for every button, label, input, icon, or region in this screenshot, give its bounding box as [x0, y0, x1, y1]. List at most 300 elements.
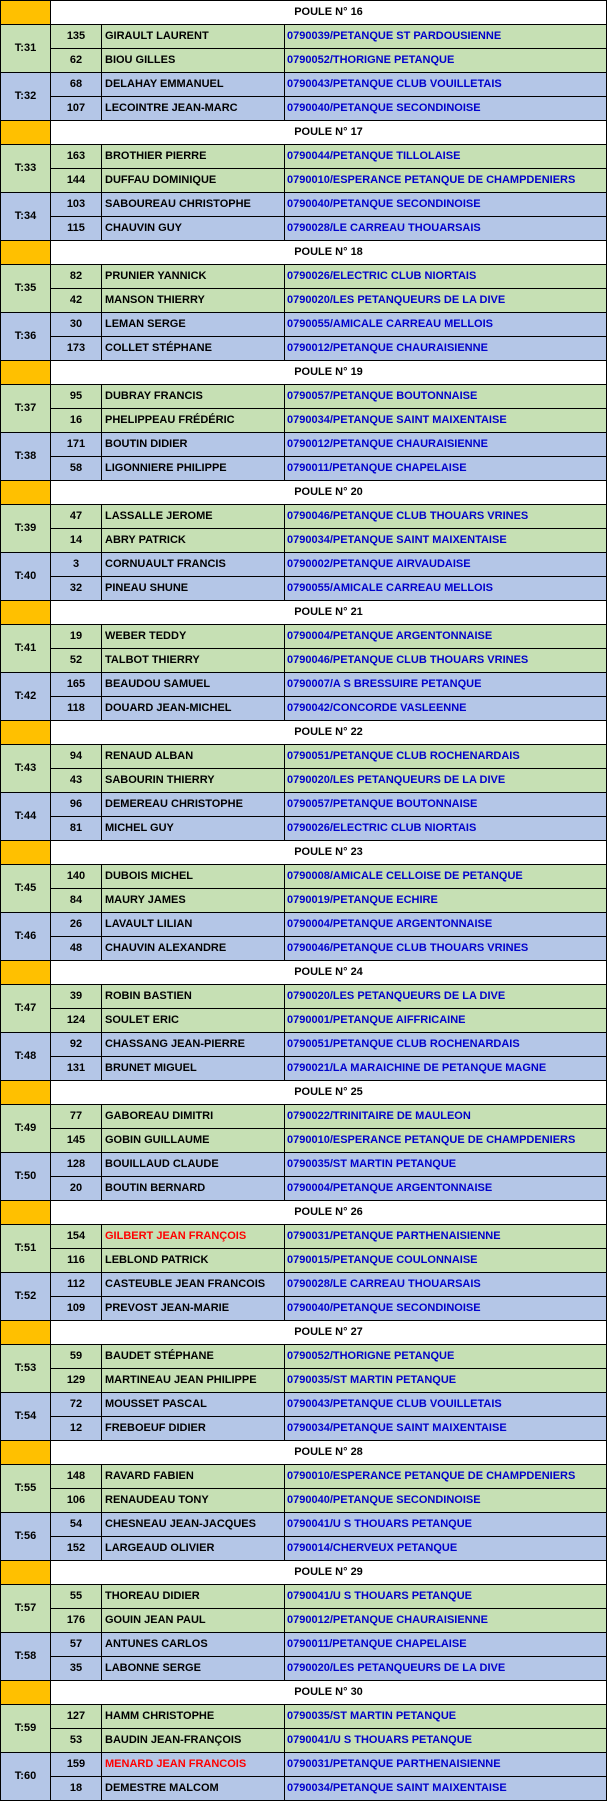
- player-club: 0790022/TRINITAIRE DE MAULEON: [285, 1105, 607, 1129]
- player-number: 103: [51, 193, 102, 217]
- player-row: [1, 337, 607, 361]
- player-number: 39: [51, 985, 102, 1009]
- player-name: BOUILLAUD CLAUDE: [102, 1153, 285, 1177]
- team-label: T:43: [1, 745, 51, 793]
- player-number: 47: [51, 505, 102, 529]
- player-club: 0790008/AMICALE CELLOISE DE PETANQUE: [285, 865, 607, 889]
- player-name: MICHEL GUY: [102, 817, 285, 841]
- player-row: [1, 1777, 607, 1801]
- player-name: BOUTIN BERNARD: [102, 1177, 285, 1201]
- player-number: 165: [51, 673, 102, 697]
- player-row: [1, 553, 607, 577]
- player-club: 0790041/U S THOUARS PETANQUE: [285, 1585, 607, 1609]
- player-row: [1, 889, 607, 913]
- player-name: CORNUAULT FRANCIS: [102, 553, 285, 577]
- player-club: 0790020/LES PETANQUEURS DE LA DIVE: [285, 1657, 607, 1681]
- player-number: 106: [51, 1489, 102, 1513]
- player-number: 115: [51, 217, 102, 241]
- team-label: T:57: [1, 1585, 51, 1633]
- player-name: CHAUVIN ALEXANDRE: [102, 937, 285, 961]
- player-club: 0790020/LES PETANQUEURS DE LA DIVE: [285, 985, 607, 1009]
- player-row: [1, 817, 607, 841]
- player-club: 0790046/PETANQUE CLUB THOUARS VRINES: [285, 937, 607, 961]
- player-row: [1, 937, 607, 961]
- player-name: ROBIN BASTIEN: [102, 985, 285, 1009]
- player-number: 173: [51, 337, 102, 361]
- player-number: 95: [51, 385, 102, 409]
- player-name: CHASSANG JEAN-PIERRE: [102, 1033, 285, 1057]
- poule-header-marker: [1, 1681, 51, 1705]
- player-row: [1, 25, 607, 49]
- player-number: 20: [51, 1177, 102, 1201]
- team-label: T:34: [1, 193, 51, 241]
- player-name: BROTHIER PIERRE: [102, 145, 285, 169]
- player-club: 0790001/PETANQUE AIFFRICAINE: [285, 1009, 607, 1033]
- player-number: 144: [51, 169, 102, 193]
- poule-header-marker: [1, 1441, 51, 1465]
- player-club: 0790040/PETANQUE SECONDINOISE: [285, 1489, 607, 1513]
- poule-title: POULE N° 23: [51, 841, 607, 865]
- team-label: T:55: [1, 1465, 51, 1513]
- player-number: 135: [51, 25, 102, 49]
- player-number: 59: [51, 1345, 102, 1369]
- player-row: [1, 1057, 607, 1081]
- player-row: [1, 433, 607, 457]
- player-name: LARGEAUD OLIVIER: [102, 1537, 285, 1561]
- poule-header-marker: [1, 121, 51, 145]
- poule-header-row: [1, 1681, 607, 1705]
- player-club: 0790035/ST MARTIN PETANQUE: [285, 1705, 607, 1729]
- player-name: BIOU GILLES: [102, 49, 285, 73]
- player-name: MARTINEAU JEAN PHILIPPE: [102, 1369, 285, 1393]
- player-name: MAURY JAMES: [102, 889, 285, 913]
- player-name: DEMESTRE MALCOM: [102, 1777, 285, 1801]
- poule-header-marker: [1, 481, 51, 505]
- player-name: TALBOT THIERRY: [102, 649, 285, 673]
- player-club: 0790055/AMICALE CARREAU MELLOIS: [285, 577, 607, 601]
- player-club: 0790026/ELECTRIC CLUB NIORTAIS: [285, 817, 607, 841]
- poule-title: POULE N° 22: [51, 721, 607, 745]
- player-number: 112: [51, 1273, 102, 1297]
- player-name: SOULET ERIC: [102, 1009, 285, 1033]
- team-label: T:40: [1, 553, 51, 601]
- player-number: 35: [51, 1657, 102, 1681]
- player-club: 0790057/PETANQUE BOUTONNAISE: [285, 385, 607, 409]
- player-row: [1, 1249, 607, 1273]
- team-label: T:50: [1, 1153, 51, 1201]
- player-club: 0790007/A S BRESSUIRE PETANQUE: [285, 673, 607, 697]
- player-row: [1, 1177, 607, 1201]
- player-row: [1, 577, 607, 601]
- player-name: DOUARD JEAN-MICHEL: [102, 697, 285, 721]
- player-number: 30: [51, 313, 102, 337]
- player-number: 57: [51, 1633, 102, 1657]
- player-number: 127: [51, 1705, 102, 1729]
- player-row: [1, 1513, 607, 1537]
- player-row: [1, 409, 607, 433]
- player-club: 0790034/PETANQUE SAINT MAIXENTAISE: [285, 529, 607, 553]
- player-row: [1, 1657, 607, 1681]
- poule-title: POULE N° 17: [51, 121, 607, 145]
- player-number: 109: [51, 1297, 102, 1321]
- player-row: [1, 793, 607, 817]
- player-club: 0790051/PETANQUE CLUB ROCHENARDAIS: [285, 1033, 607, 1057]
- team-label: T:32: [1, 73, 51, 121]
- player-row: [1, 769, 607, 793]
- poule-title: POULE N° 28: [51, 1441, 607, 1465]
- player-number: 96: [51, 793, 102, 817]
- team-label: T:36: [1, 313, 51, 361]
- poule-title: POULE N° 24: [51, 961, 607, 985]
- player-club: 0790042/CONCORDE VASLEENNE: [285, 697, 607, 721]
- player-number: 116: [51, 1249, 102, 1273]
- player-club: 0790057/PETANQUE BOUTONNAISE: [285, 793, 607, 817]
- poule-header-row: [1, 361, 607, 385]
- player-row: [1, 1225, 607, 1249]
- player-name: PHELIPPEAU FRÉDÉRIC: [102, 409, 285, 433]
- player-name: BEAUDOU SAMUEL: [102, 673, 285, 697]
- player-row: [1, 1489, 607, 1513]
- player-club: 0790004/PETANQUE ARGENTONNAISE: [285, 1177, 607, 1201]
- player-number: 145: [51, 1129, 102, 1153]
- team-label: T:35: [1, 265, 51, 313]
- player-row: [1, 289, 607, 313]
- player-club: 0790028/LE CARREAU THOUARSAIS: [285, 217, 607, 241]
- poule-header-marker: [1, 841, 51, 865]
- player-row: [1, 1345, 607, 1369]
- team-label: T:52: [1, 1273, 51, 1321]
- player-club: 0790031/PETANQUE PARTHENAISIENNE: [285, 1225, 607, 1249]
- player-name: LABONNE SERGE: [102, 1657, 285, 1681]
- player-name: CASTEUBLE JEAN FRANCOIS: [102, 1273, 285, 1297]
- player-club: 0790046/PETANQUE CLUB THOUARS VRINES: [285, 505, 607, 529]
- poule-title: POULE N° 26: [51, 1201, 607, 1225]
- player-number: 52: [51, 649, 102, 673]
- poule-header-row: [1, 1561, 607, 1585]
- player-club: 0790010/ESPERANCE PETANQUE DE CHAMPDENIERS: [285, 169, 607, 193]
- player-number: 42: [51, 289, 102, 313]
- player-row: [1, 1705, 607, 1729]
- player-club: 0790020/LES PETANQUEURS DE LA DIVE: [285, 289, 607, 313]
- player-number: 154: [51, 1225, 102, 1249]
- player-name: DUBOIS MICHEL: [102, 865, 285, 889]
- poule-header-row: [1, 1441, 607, 1465]
- team-label: T:47: [1, 985, 51, 1033]
- player-row: [1, 985, 607, 1009]
- player-row: [1, 1537, 607, 1561]
- player-number: 176: [51, 1609, 102, 1633]
- player-club: 0790034/PETANQUE SAINT MAIXENTAISE: [285, 1777, 607, 1801]
- player-row: [1, 217, 607, 241]
- team-label: T:38: [1, 433, 51, 481]
- player-row: [1, 745, 607, 769]
- player-row: [1, 265, 607, 289]
- team-label: T:49: [1, 1105, 51, 1153]
- player-club: 0790012/PETANQUE CHAURAISIENNE: [285, 1609, 607, 1633]
- player-name: GOBIN GUILLAUME: [102, 1129, 285, 1153]
- poule-header-marker: [1, 361, 51, 385]
- poule-header-marker: [1, 1561, 51, 1585]
- player-number: 92: [51, 1033, 102, 1057]
- team-label: T:44: [1, 793, 51, 841]
- player-name: CHESNEAU JEAN-JACQUES: [102, 1513, 285, 1537]
- player-club: 0790026/ELECTRIC CLUB NIORTAIS: [285, 265, 607, 289]
- player-row: [1, 1417, 607, 1441]
- player-name: PRUNIER YANNICK: [102, 265, 285, 289]
- player-number: 140: [51, 865, 102, 889]
- player-row: [1, 1633, 607, 1657]
- player-number: 148: [51, 1465, 102, 1489]
- poule-header-row: [1, 241, 607, 265]
- player-name: GIRAULT LAURENT: [102, 25, 285, 49]
- player-row: [1, 1393, 607, 1417]
- team-label: T:31: [1, 25, 51, 73]
- player-club: 0790035/ST MARTIN PETANQUE: [285, 1369, 607, 1393]
- player-number: 107: [51, 97, 102, 121]
- player-name: LASSALLE JEROME: [102, 505, 285, 529]
- player-name: MOUSSET PASCAL: [102, 1393, 285, 1417]
- player-club: 0790055/AMICALE CARREAU MELLOIS: [285, 313, 607, 337]
- team-label: T:58: [1, 1633, 51, 1681]
- poule-title: POULE N° 16: [51, 1, 607, 25]
- player-club: 0790041/U S THOUARS PETANQUE: [285, 1729, 607, 1753]
- player-name: RENAUD ALBAN: [102, 745, 285, 769]
- team-label: T:37: [1, 385, 51, 433]
- player-club: 0790040/PETANQUE SECONDINOISE: [285, 97, 607, 121]
- player-club: 0790019/PETANQUE ECHIRE: [285, 889, 607, 913]
- player-row: [1, 529, 607, 553]
- player-row: [1, 169, 607, 193]
- player-number: 163: [51, 145, 102, 169]
- player-row: [1, 193, 607, 217]
- poule-header-marker: [1, 961, 51, 985]
- player-name: SABOURIN THIERRY: [102, 769, 285, 793]
- player-name: PINEAU SHUNE: [102, 577, 285, 601]
- poule-header-row: [1, 1081, 607, 1105]
- poule-title: POULE N° 30: [51, 1681, 607, 1705]
- poule-header-row: [1, 1321, 607, 1345]
- player-number: 72: [51, 1393, 102, 1417]
- player-club: 0790011/PETANQUE CHAPELAISE: [285, 1633, 607, 1657]
- player-club: 0790051/PETANQUE CLUB ROCHENARDAIS: [285, 745, 607, 769]
- player-club: 0790035/ST MARTIN PETANQUE: [285, 1153, 607, 1177]
- player-number: 68: [51, 73, 102, 97]
- player-row: [1, 1465, 607, 1489]
- poule-title: POULE N° 29: [51, 1561, 607, 1585]
- player-name: BRUNET MIGUEL: [102, 1057, 285, 1081]
- player-club: 0790002/PETANQUE AIRVAUDAISE: [285, 553, 607, 577]
- player-club: 0790040/PETANQUE SECONDINOISE: [285, 193, 607, 217]
- poule-header-marker: [1, 601, 51, 625]
- poule-title: POULE N° 21: [51, 601, 607, 625]
- player-number: 48: [51, 937, 102, 961]
- player-club: 0790010/ESPERANCE PETANQUE DE CHAMPDENIERS: [285, 1129, 607, 1153]
- player-number: 94: [51, 745, 102, 769]
- team-label: T:53: [1, 1345, 51, 1393]
- player-club: 0790020/LES PETANQUEURS DE LA DIVE: [285, 769, 607, 793]
- player-row: [1, 1297, 607, 1321]
- poule-title: POULE N° 18: [51, 241, 607, 265]
- player-club: 0790028/LE CARREAU THOUARSAIS: [285, 1273, 607, 1297]
- team-label: T:33: [1, 145, 51, 193]
- player-row: [1, 1129, 607, 1153]
- player-row: [1, 1105, 607, 1129]
- player-name: HAMM CHRISTOPHE: [102, 1705, 285, 1729]
- poule-header-row: [1, 841, 607, 865]
- player-name: SABOUREAU CHRISTOPHE: [102, 193, 285, 217]
- player-number: 18: [51, 1777, 102, 1801]
- player-number: 84: [51, 889, 102, 913]
- player-row: [1, 505, 607, 529]
- poule-header-row: [1, 721, 607, 745]
- player-name: MENARD JEAN FRANCOIS: [102, 1753, 285, 1777]
- player-name: FREBOEUF DIDIER: [102, 1417, 285, 1441]
- poule-header-marker: [1, 241, 51, 265]
- player-club: 0790034/PETANQUE SAINT MAIXENTAISE: [285, 1417, 607, 1441]
- player-name: LECOINTRE JEAN-MARC: [102, 97, 285, 121]
- player-name: THOREAU DIDIER: [102, 1585, 285, 1609]
- player-club: 0790046/PETANQUE CLUB THOUARS VRINES: [285, 649, 607, 673]
- player-row: [1, 1585, 607, 1609]
- player-club: 0790012/PETANQUE CHAURAISIENNE: [285, 433, 607, 457]
- poule-header-row: [1, 1201, 607, 1225]
- player-club: 0790040/PETANQUE SECONDINOISE: [285, 1297, 607, 1321]
- player-number: 124: [51, 1009, 102, 1033]
- player-name: DELAHAY EMMANUEL: [102, 73, 285, 97]
- team-label: T:46: [1, 913, 51, 961]
- player-name: COLLET STÉPHANE: [102, 337, 285, 361]
- player-row: [1, 97, 607, 121]
- player-number: 19: [51, 625, 102, 649]
- player-name: RENAUDEAU TONY: [102, 1489, 285, 1513]
- player-row: [1, 1273, 607, 1297]
- player-number: 58: [51, 457, 102, 481]
- player-number: 118: [51, 697, 102, 721]
- poule-header-marker: [1, 1, 51, 25]
- player-club: 0790034/PETANQUE SAINT MAIXENTAISE: [285, 409, 607, 433]
- team-label: T:60: [1, 1753, 51, 1801]
- player-name: PREVOST JEAN-MARIE: [102, 1297, 285, 1321]
- player-club: 0790031/PETANQUE PARTHENAISIENNE: [285, 1753, 607, 1777]
- player-row: [1, 1753, 607, 1777]
- poule-header-marker: [1, 1201, 51, 1225]
- player-club: 0790043/PETANQUE CLUB VOUILLETAIS: [285, 73, 607, 97]
- player-row: [1, 1009, 607, 1033]
- player-name: DUBRAY FRANCIS: [102, 385, 285, 409]
- poule-header-row: [1, 1, 607, 25]
- player-row: [1, 145, 607, 169]
- player-number: 54: [51, 1513, 102, 1537]
- team-label: T:48: [1, 1033, 51, 1081]
- player-row: [1, 913, 607, 937]
- player-row: [1, 673, 607, 697]
- team-label: T:39: [1, 505, 51, 553]
- player-row: [1, 1369, 607, 1393]
- player-number: 77: [51, 1105, 102, 1129]
- player-row: [1, 1729, 607, 1753]
- player-number: 128: [51, 1153, 102, 1177]
- player-club: 0790021/LA MARAICHINE DE PETANQUE MAGNE: [285, 1057, 607, 1081]
- player-number: 159: [51, 1753, 102, 1777]
- player-number: 12: [51, 1417, 102, 1441]
- player-number: 43: [51, 769, 102, 793]
- player-row: [1, 1609, 607, 1633]
- poule-title: POULE N° 19: [51, 361, 607, 385]
- player-row: [1, 625, 607, 649]
- player-club: 0790044/PETANQUE TILLOLAISE: [285, 145, 607, 169]
- player-number: 53: [51, 1729, 102, 1753]
- player-club: 0790014/CHERVEUX PETANQUE: [285, 1537, 607, 1561]
- team-label: T:56: [1, 1513, 51, 1561]
- player-name: ANTUNES CARLOS: [102, 1633, 285, 1657]
- player-name: WEBER TEDDY: [102, 625, 285, 649]
- player-number: 152: [51, 1537, 102, 1561]
- team-label: T:54: [1, 1393, 51, 1441]
- player-name: BAUDIN JEAN-FRANÇOIS: [102, 1729, 285, 1753]
- poule-header-marker: [1, 721, 51, 745]
- player-number: 26: [51, 913, 102, 937]
- player-row: [1, 73, 607, 97]
- player-name: CHAUVIN GUY: [102, 217, 285, 241]
- player-name: LEBLOND PATRICK: [102, 1249, 285, 1273]
- team-label: T:59: [1, 1705, 51, 1753]
- player-name: GABOREAU DIMITRI: [102, 1105, 285, 1129]
- player-club: 0790011/PETANQUE CHAPELAISE: [285, 457, 607, 481]
- player-name: GILBERT JEAN FRANÇOIS: [102, 1225, 285, 1249]
- player-name: BOUTIN DIDIER: [102, 433, 285, 457]
- poule-header-marker: [1, 1321, 51, 1345]
- player-number: 16: [51, 409, 102, 433]
- player-number: 81: [51, 817, 102, 841]
- player-name: LAVAULT LILIAN: [102, 913, 285, 937]
- poule-draw-body: [1, 1, 607, 1801]
- player-number: 82: [51, 265, 102, 289]
- player-name: LEMAN SERGE: [102, 313, 285, 337]
- player-name: MANSON THIERRY: [102, 289, 285, 313]
- player-number: 171: [51, 433, 102, 457]
- player-number: 131: [51, 1057, 102, 1081]
- player-number: 55: [51, 1585, 102, 1609]
- player-row: [1, 457, 607, 481]
- player-number: 129: [51, 1369, 102, 1393]
- poule-header-row: [1, 481, 607, 505]
- poule-title: POULE N° 20: [51, 481, 607, 505]
- player-club: 0790004/PETANQUE ARGENTONNAISE: [285, 625, 607, 649]
- player-club: 0790041/U S THOUARS PETANQUE: [285, 1513, 607, 1537]
- player-club: 0790052/THORIGNE PETANQUE: [285, 1345, 607, 1369]
- team-label: T:45: [1, 865, 51, 913]
- player-row: [1, 49, 607, 73]
- team-label: T:42: [1, 673, 51, 721]
- player-club: 0790043/PETANQUE CLUB VOUILLETAIS: [285, 1393, 607, 1417]
- player-row: [1, 385, 607, 409]
- poule-header-row: [1, 601, 607, 625]
- player-row: [1, 313, 607, 337]
- player-name: LIGONNIERE PHILIPPE: [102, 457, 285, 481]
- player-club: 0790052/THORIGNE PETANQUE: [285, 49, 607, 73]
- player-row: [1, 865, 607, 889]
- player-club: 0790004/PETANQUE ARGENTONNAISE: [285, 913, 607, 937]
- player-name: DUFFAU DOMINIQUE: [102, 169, 285, 193]
- player-name: ABRY PATRICK: [102, 529, 285, 553]
- player-number: 14: [51, 529, 102, 553]
- poule-header-row: [1, 961, 607, 985]
- team-label: T:51: [1, 1225, 51, 1273]
- player-club: 0790010/ESPERANCE PETANQUE DE CHAMPDENIERS: [285, 1465, 607, 1489]
- player-number: 62: [51, 49, 102, 73]
- poule-title: POULE N° 27: [51, 1321, 607, 1345]
- player-row: [1, 1033, 607, 1057]
